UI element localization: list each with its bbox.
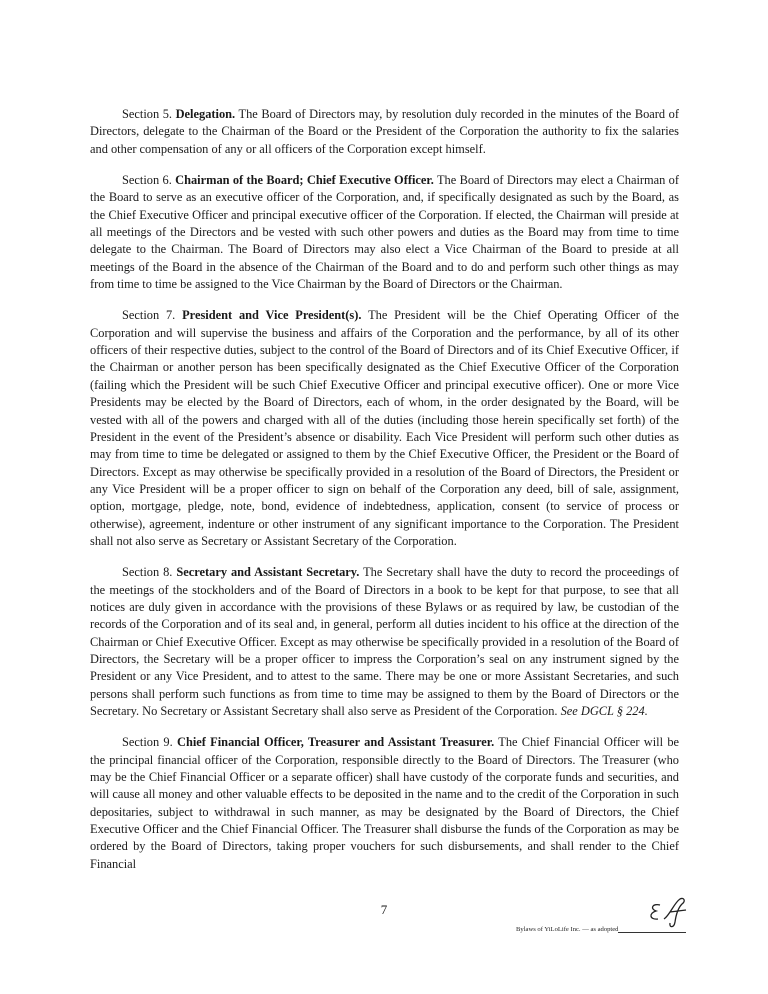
page-number: 7 xyxy=(380,902,388,917)
footer-line xyxy=(516,925,686,933)
section-7: Section 7. President and Vice President(s). The President will be the Chief Operating Officer of the Corporation and will supervise the business and affairs of the Corporation and the performance, by all of its other officers of their respective duties, subject to the control of the Board of Directors and of its Chief Executive Officer, if the Chairman or another person has been specifically designated as the Chief Executive Officer of the Corporation (failing which the President will be such Chief Executive Officer and principal executive officer). One or more Vice Presidents may be elected by the Board of Directors, each of whom, in the order designated by the Board, will be vested with all of the powers and charged with all of the duties (including those herein specifically set forth) of the President in the event of the President’s absence or disability. Each Vice President will perform such other duties as may from time to time be delegated or assigned to them by the Chief Executive Officer, the President or the Board of Directors. Except as may otherwise be specifically provided in a resolution of the Board of Directors, the President or any Vice President will be a proper officer to sign on behalf of the Corporation any deed, bill of sale, assignment, option, mortgage, pledge, note, bond, evidence of indebtedness, application, consent (to service of process or otherwise), agreement, indenture or other instrument of any significant importance to the Corporation. The President shall not also serve as Secretary or Assistant Secretary of the Corporation. xyxy=(90,308,680,548)
section-5-heading: Delegation. xyxy=(175,107,236,121)
section-9-heading: Chief Financial Officer, Treasurer and Assistant Treasurer. xyxy=(177,735,495,750)
section-9: Section 9. Chief Financial Officer, Treasurer and Assistant Treasurer. The Chief Financial Officer will be the principal financial officer of the Corporation, responsible directly to the Board of Directors. The Treasurer (who may be the Chief Financial Officer or a separate officer) shall have custody of the corporate funds and securities, and will cause all money and other valuable effects to be deposited in the name and to the credit of the Corporation in such depositaries, subject to withdrawal in such manner, as may be designated by the Board of Directors, the Chief Executive Officer and the Chief Financial Officer. The Treasurer shall disburse the funds of the Corporation as may be ordered by the Board of Directors, taking proper vouchers for such disbursements, and shall render to the Chief Financial xyxy=(90,735,680,871)
dgcl-citation: See DGCL § 224. xyxy=(560,704,648,718)
section-7-heading: President and Vice President(s). xyxy=(182,308,362,323)
section-8: Section 8. Secretary and Assistant Secretary. The Secretary shall have the duty to record the proceedings of the meetings of the stockholders and of the Board of Directors in a book to be kept for that purpose, to see that all notices are duly given in accordance with the provisions of these Bylaws or as required by law, be custodian of the records of the Corporation and of its seal and, in general, perform all duties incident to his office at the direction of the Chairman or Chief Executive Officer. Except as may otherwise be specifically provided in a resolution of the Board of Directors, the Secretary will be a proper officer to impress the Corporation’s seal on any instrument signed by the President or any Vice President, and to attest to the same. There may be one or more Assistant Secretaries, and such persons shall perform such functions as from time to time may be assigned to them by the Board of Directors or the Secretary. No Secretary or Assistant Secretary shall also serve as President of the Corporation. See DGCL § 224. xyxy=(90,565,679,718)
footer-label: Bylaws of YiLoLife Inc. — as adopted xyxy=(516,926,619,933)
document-page xyxy=(90,106,679,887)
section-8-heading: Secretary and Assistant Secretary. xyxy=(176,565,360,580)
initials-signature xyxy=(640,895,712,929)
initials-blank xyxy=(618,925,686,933)
section-5: Section 5. Delegation. The Board of Directors may, by resolution duly recorded in the minutes of the Board of Directors, delegate to the Chairman of the Board or the President of the Corporation the authority to fix the salaries and other compensation of any or all officers of the Corporation except himself. xyxy=(90,107,679,156)
section-6: Section 6. Chairman of the Board; Chief Executive Officer. The Board of Directors may elect a Chairman of the Board to serve as an executive officer of the Corporation, and, if specifically designated as such by the Board, as the Chief Executive Officer and principal executive officer of the Corporation. If elected, the Chairman will preside at all meetings of the Directors and be vested with such other powers and duties as the Board may from time to time delegate to the Chairman. The Board of Directors may also elect a Vice Chairman of the Board to preside at all meetings of the Board in the absence of the Chairman of the Board and to do and perform such other things as may from time to time be assigned to the Vice Chairman by the Board of Directors or the Chairman. xyxy=(90,173,680,292)
section-6-heading: Chairman of the Board; Chief Executive Officer. xyxy=(175,173,434,188)
